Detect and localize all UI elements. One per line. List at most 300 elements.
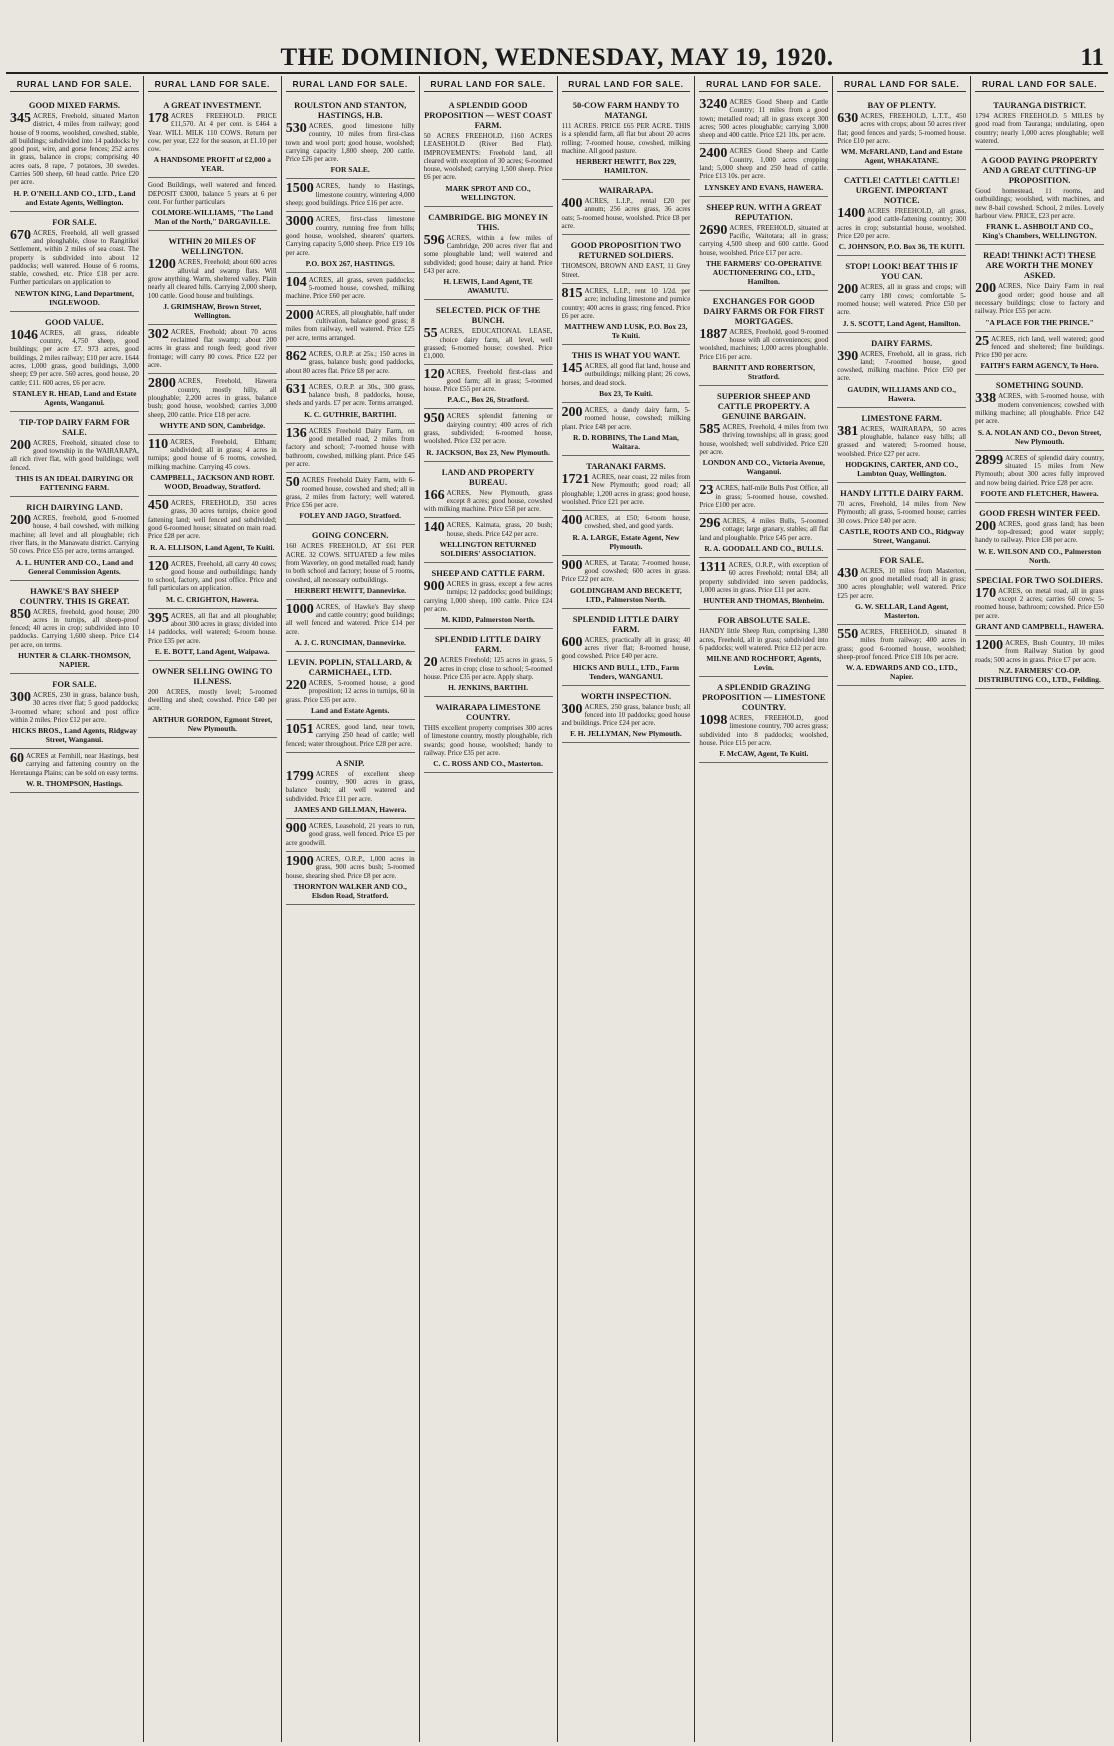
- ad-signature: M. KIDD, Palmerston North.: [441, 615, 535, 625]
- classified-ad: [424, 95, 553, 207]
- ad-text: ACRES, Freehold, all in grass, rich land; 7-roomed house, good cowshed, milking machine. Price £50 per acre.: [837, 349, 967, 383]
- ad-acreage: 900: [561, 557, 583, 573]
- ad-signature: NEWTON KING, Land Department, INGLEWOOD.: [14, 288, 135, 307]
- ad-body: [562, 406, 691, 431]
- ad-heading: GOOD VALUE.: [45, 316, 104, 327]
- ad-acreage: 2899: [975, 452, 1004, 468]
- ad-acreage: 2000: [285, 307, 314, 323]
- classified-ad: [148, 496, 277, 556]
- classified-ad: [975, 570, 1104, 636]
- ad-acreage: 200: [975, 281, 997, 297]
- ad-acreage: 585: [699, 422, 721, 438]
- ad-signature: P.A.C., Box 26, Stratford.: [447, 395, 529, 405]
- ad-body: [562, 514, 691, 531]
- ad-signature: Box 23, Te Kuiti.: [599, 389, 653, 399]
- ad-acreage: 338: [975, 391, 997, 407]
- ad-body: [699, 147, 828, 180]
- column-heading: RURAL LAND FOR SALE.: [424, 76, 553, 92]
- ad-signature: LONDON AND CO., Victoria Avenue, Wanganui.: [702, 458, 825, 477]
- ad-text: ACRES, freehold, good 6-roomed house, 4 bail cowshed, with milking machine; all level and all ploughable; rich river flats, in the Manawatu district. Carrying 50 cows. Price £55 per acre, terms arranged.: [10, 514, 139, 556]
- column-heading: RURAL LAND FOR SALE.: [975, 76, 1104, 92]
- page-number: 11: [1080, 44, 1104, 71]
- classified-ad: [10, 312, 139, 412]
- ad-text: ACRES, all grass, rideable country, 4,750 sheep, good buildings; per acre £7. 973 acres, good buildings, 2 miles railway; £10 per acre. 1644 acres, 1,000 grass, good buildings, 3,000 sheep; £9 per acre. 560 acres, good house, 20 cattle; £11. 600 acres, £6 per acre.: [10, 328, 139, 387]
- ad-heading: HANDY LITTLE DAIRY FARM.: [840, 487, 964, 498]
- classified-ad: [286, 652, 415, 720]
- ad-text: THOMSON, BROWN AND EAST, 11 Grey Street.: [561, 262, 691, 279]
- ad-acreage: 1500: [285, 181, 314, 197]
- ad-heading: READ! THINK! ACT! THESE ARE WORTH THE MONEY ASKED.: [983, 250, 1096, 281]
- ad-acreage: 1721: [561, 471, 590, 487]
- ad-acreage: 2690: [699, 222, 728, 238]
- classified-ad: [148, 435, 277, 496]
- classified-ad: [699, 144, 828, 196]
- classified-ad: [975, 95, 1104, 150]
- ad-body: [424, 368, 553, 393]
- ad-acreage: 1051: [285, 721, 314, 737]
- ad-acreage: 145: [561, 361, 583, 377]
- ad-text: ACRES, near coast, 22 miles from New Plymouth; good road; all ploughable; 1,200 acres in grass; good house, woolshed. Price £21 per acre.: [561, 472, 691, 506]
- ad-text: ACRES, good land, near town, carrying 250 head of cattle; well fenced; water throughout. Price £28 per acre.: [285, 722, 415, 748]
- classified-ad: [424, 563, 553, 629]
- ad-body: [837, 207, 966, 240]
- ad-body: [699, 98, 828, 139]
- ad-signature: MARK SPROT AND CO., WELLINGTON.: [445, 183, 531, 202]
- ad-heading: BAY OF PLENTY.: [867, 100, 936, 110]
- ad-body: [562, 362, 691, 387]
- ad-acreage: 862: [285, 348, 307, 364]
- ad-signature: R. JACKSON, Box 23, New Plymouth.: [426, 447, 550, 457]
- ad-body: [148, 328, 277, 369]
- ad-signature: BARNITT AND ROBERTSON, Stratford.: [712, 363, 815, 382]
- classified-ad: [286, 380, 415, 424]
- ad-text: ACRES, all grass, seven paddocks; 5-roomed house, cowshed, milking machine. Price £60 per acre.: [285, 275, 415, 301]
- ad-text: ACRES, rich land, well watered; good fenced and sheltered; fine buildings. Price £90 per acre.: [975, 334, 1104, 360]
- ad-acreage: 220: [285, 678, 307, 694]
- ad-text: ACRES, good grass land; has been top-dressed; good water supply; handy to railway. Price £38 per acre.: [975, 519, 1104, 545]
- ad-text: ACRES, L.I.P., rent 10 1/2d. per acre; including limestone and pumice country; 400 acres in grass; ring fenced. Price £6 per acre.: [561, 286, 691, 320]
- ad-signature: A HANDSOME PROFIT of £2,000 a YEAR.: [153, 155, 271, 174]
- ad-text: ACRES, Freehold; about 70 acres reclaimed flat swamp; about 200 acres in grass and rough feed; good river frontage; will carry 80 cows. Price £22 per acre.: [147, 327, 277, 370]
- ad-heading: LAND AND PROPERTY BUREAU.: [441, 466, 535, 487]
- ad-body: [837, 283, 966, 316]
- ad-heading: OWNER SELLING OWING TO ILLNESS.: [152, 665, 273, 686]
- column-heading: RURAL LAND FOR SALE.: [286, 76, 415, 92]
- ad-body: [975, 187, 1104, 220]
- classified-ad: [424, 300, 553, 365]
- ad-acreage: 1799: [285, 768, 314, 784]
- classified-ad: [424, 697, 553, 773]
- ad-signature: J. S. SCOTT, Land Agent, Hamilton.: [842, 318, 961, 328]
- column-2: [143, 76, 281, 1742]
- ad-text: ACRES, 250 grass, balance bush; all fenced into 10 paddocks; good house and buildings. Price £24 per acre.: [561, 702, 691, 728]
- ad-heading: STOP! LOOK! BEAT THIS IF YOU CAN.: [845, 261, 959, 282]
- ad-acreage: 1046: [10, 327, 38, 343]
- classified-ad: [699, 291, 828, 386]
- ad-text: HANDY little Sheep Run, comprising 1,380 acres, Freehold, all in grass; subdivided into 6 paddocks; well watered. Price £12 per acre.: [699, 627, 829, 652]
- classified-ad: [837, 625, 966, 686]
- ad-body: [286, 603, 415, 636]
- ad-acreage: 110: [147, 436, 169, 452]
- ad-text: ACRES, New Plymouth, grass except 8 acres; good house, cowshed with milking machine. Price £58 per acre.: [423, 488, 553, 514]
- ad-acreage: 1887: [699, 326, 728, 342]
- ad-text: ACRES, practically all in grass; 40 acres river flat; 8-roomed house, good cowshed. Price £40 per acre.: [561, 635, 691, 661]
- ad-acreage: 430: [837, 565, 859, 581]
- ad-acreage: 530: [285, 121, 307, 136]
- ad-body: [10, 514, 139, 555]
- classified-ad: [975, 451, 1104, 503]
- ad-text: ACRES, Freehold, situated Marton district, 4 miles from railway; good house of 9 rooms, woolshed, cowshed, stable, all buildings; subdivided into 14 paddocks by good post, wire, and gorse fences; 252 acres in grass, balance in crops; comprising 40 acres oats, 8 rape, 7 potatoes, 30 swedes. Carries 500 sheep, 60 head cattle. Price £20 per acre.: [10, 112, 139, 187]
- ad-signature: GRANT AND CAMPBELL, HAWERA.: [975, 621, 1104, 631]
- ad-heading: TIP-TOP DAIRY FARM FOR SALE.: [19, 416, 130, 437]
- ad-body: [562, 122, 691, 155]
- ad-signature: THORNTON WALKER AND CO., Elsdon Road, Stratford.: [293, 881, 407, 900]
- ad-text: ACRES, O.R.P., 1,000 acres in grass, 900 acres bush; 5-roomed house, shearing shed. Price £8 per acre.: [285, 854, 415, 880]
- ad-heading: WAIRARAPA LIMESTONE COUNTRY.: [435, 702, 541, 723]
- classified-ad: [562, 456, 691, 511]
- ad-body: [562, 559, 691, 584]
- ad-signature: HICKS BROS., Land Agents, Ridgway Street, Wanganui.: [12, 726, 137, 745]
- ad-body: [699, 423, 828, 456]
- column-heading: RURAL LAND FOR SALE.: [10, 76, 139, 92]
- ad-heading: WITHIN 20 MILES OF WELLINGTON.: [168, 236, 257, 257]
- column-8: [970, 76, 1108, 1742]
- ad-text: Good homestead, 11 rooms, and outbuildings; woolshed, with machines, and new 8-bail cowshed. School, 2 miles. Lovely harbour view. PRICE, £23 per acre.: [975, 187, 1104, 221]
- ad-acreage: 1098: [699, 713, 728, 729]
- ad-body: [975, 335, 1104, 360]
- ad-heading: HAWKE'S BAY SHEEP COUNTRY. THIS IS GREAT.: [19, 585, 130, 606]
- ad-acreage: 170: [975, 585, 997, 601]
- ad-acreage: 140: [423, 520, 445, 536]
- ad-heading: WORTH INSPECTION.: [580, 690, 672, 701]
- ad-text: ACRES, good limestone hilly country, 10 miles from first-class town and wool port; good house, woolshed; carrying capacity 1,800 sheep, 200 cattle. Price £26 per acre.: [285, 122, 415, 164]
- ad-body: [148, 258, 277, 299]
- ad-text: ACRES, FREEHOLD, situated 8 miles from railway; 400 acres in grass; good 6-roomed house, woolshed; sheep-proof fenced. Price £18 10s per acre.: [837, 628, 967, 661]
- ad-text: ACRES, half-mile Bulls Post Office, all in grass; 5-roomed house, cowshed. Price £100 per acre.: [699, 484, 829, 509]
- classified-ad: [10, 95, 139, 212]
- ad-signature: MILNE AND ROCHFORT, Agents, Levin.: [706, 654, 822, 673]
- ad-text: ACRES, of Hawke's Bay sheep and cattle country; good buildings; all well fenced and watered. Price £14 per acre.: [285, 602, 415, 636]
- ad-signature: A. L. HUNTER AND CO., Land and General Commission Agents.: [15, 557, 134, 576]
- ad-text: ACRES, with 5-roomed house, with modern conveniences; cowshed with milking machine; all ploughable. Price £42 per acre.: [975, 392, 1104, 426]
- ad-text: ACRES, Kaimata, grass, 20 bush; house, sheds. Price £42 per acre.: [446, 521, 553, 538]
- ad-acreage: 136: [285, 425, 307, 441]
- ad-signature: HERBERT HEWITT, Box 229, HAMILTON.: [575, 157, 676, 176]
- classified-ad: [699, 677, 828, 763]
- classified-ad: [837, 333, 966, 408]
- ad-acreage: 550: [837, 627, 859, 643]
- ad-acreage: 850: [10, 606, 31, 622]
- ad-acreage: 631: [285, 381, 307, 397]
- masthead: [0, 0, 1114, 74]
- ad-heading: SPLENDID LITTLE DAIRY FARM.: [434, 634, 542, 655]
- ad-body: [286, 476, 415, 509]
- ad-signature: FOLEY AND JAGO, Stratford.: [299, 511, 401, 521]
- ad-signature: HICKS AND BULL, LTD., Farm Tenders, WANGANUI.: [572, 662, 680, 681]
- classified-ad: [562, 345, 691, 403]
- ad-heading: TAURANGA DISTRICT.: [993, 100, 1086, 110]
- classified-ad: [837, 170, 966, 256]
- ad-signature: THIS IS AN IDEAL DAIRYING OR FATTENING FARM.: [15, 474, 134, 493]
- ad-body: [837, 112, 966, 145]
- ad-body: [148, 112, 277, 153]
- ad-heading: A GOOD PAYING PROPERTY AND A GREAT CUTTING-UP PROPOSITION.: [981, 155, 1098, 186]
- ad-body: [10, 112, 139, 187]
- ad-acreage: 381: [837, 423, 859, 439]
- classified-ad: [424, 365, 553, 409]
- ad-signature: Land and Estate Agents.: [311, 705, 390, 715]
- ad-signature: FAITH'S FARM AGENCY, Te Horo.: [980, 361, 1099, 371]
- ad-text: THIS excellent property comprises 300 acres of limestone country, mostly ploughable, rich swards; good house, woolshed; handy to railway. Price £35 per acre.: [423, 724, 553, 757]
- ad-heading: RICH DAIRYING LAND.: [26, 502, 123, 513]
- ad-text: ACRES, Freehold, 4 miles from two thriving townships; all in grass; good house, woolshed; well subdivided. Price £20 per acre.: [699, 423, 829, 456]
- classified-ad: [10, 497, 139, 580]
- ad-body: [286, 723, 415, 748]
- ad-text: 200 ACRES, mostly level; 5-roomed dwelling and shed; cowshed. Price £40 per acre.: [147, 687, 277, 713]
- ad-text: Good Buildings, well watered and fenced. DEPOSIT £3000, balance 5 years at 6 per cent. For further particulars: [147, 181, 277, 207]
- ad-signature: GAUDIN, WILLIAMS AND CO., Hawera.: [847, 384, 956, 403]
- ad-body: [562, 287, 691, 320]
- ad-signature: GOLDINGHAM AND BECKETT, LTD., Palmerston North.: [570, 585, 682, 604]
- ad-acreage: 900: [423, 579, 445, 595]
- ad-acreage: 120: [423, 367, 445, 383]
- ad-body: [975, 520, 1104, 545]
- ad-text: ACRES of excellent sheep country, 900 acres in grass, balance bush; all well watered and subdivided. Price £11 per acre.: [285, 769, 415, 803]
- ad-acreage: 50: [285, 475, 300, 491]
- ad-acreage: 200: [10, 513, 31, 529]
- ad-body: [699, 328, 828, 361]
- ad-text: ACRES, a dandy dairy farm, 5-roomed house, cowshed; milking plant. Price £48 per acre.: [561, 406, 691, 431]
- ad-acreage: 200: [975, 518, 997, 534]
- ad-text: ACRES, Leasehold, 21 years to run, good grass, well fenced. Price £5 per acre goodwill.: [285, 822, 415, 847]
- ad-heading: GOOD MIXED FARMS.: [28, 100, 121, 110]
- column-3: [281, 76, 419, 1742]
- ad-heading: GOOD PROPOSITION TWO RETURNED SOLDIERS.: [570, 240, 682, 261]
- ad-heading: TARANAKI FARMS.: [586, 460, 666, 471]
- classified-ad: [148, 374, 277, 434]
- ad-body: [286, 122, 415, 163]
- ad-body: [562, 703, 691, 728]
- ad-signature: P.O. BOX 267, HASTINGS.: [305, 258, 395, 268]
- ad-text: ACRES of splendid dairy country, situated 15 miles from New Plymouth; about 300 acres fully improved and now being dairied. Price £28 per acre.: [975, 453, 1104, 487]
- ad-signature: A. J. C. RUNCIMAN, Dannevirke.: [294, 638, 406, 648]
- classified-ad: [699, 197, 828, 291]
- classified-ad: [148, 557, 277, 609]
- classified-ad: [148, 609, 277, 661]
- ad-text: ACRES, 4 miles Bulls, 5-roomed cottage; large granary, stables; all flat land and ploughable. Price £45 per acre.: [699, 517, 829, 542]
- ad-body: [424, 489, 553, 514]
- ad-text: ACRES, 10 miles from Masterton, on good metalled road; all in grass; 300 acres ploughable; well watered. Price £25 per acre.: [837, 566, 967, 600]
- classified-ad: [424, 629, 553, 697]
- ad-text: ACRES, all flat and all ploughable; about 300 acres in grass; divided into 14 paddocks, well watered; 6-room house. Price £35 per acre.: [147, 611, 277, 645]
- ad-signature: J. GRIMSHAW, Brown Street, Wellington.: [163, 301, 262, 320]
- ad-body: [837, 567, 966, 600]
- ad-acreage: 296: [699, 516, 721, 532]
- ad-acreage: 300: [10, 689, 31, 705]
- ad-text: ACRES, EDUCATIONAL LEASE, choice dairy farm, all level, well grassed; 6-roomed house; cowshed. Price £1,000.: [423, 327, 553, 361]
- ad-text: ACRES, all ploughable, half under cultivation, balance good grass; 8 miles from railway, well watered. Price £25 per acre, terms arranged.: [285, 308, 415, 342]
- ad-acreage: 1311: [699, 560, 727, 576]
- ad-acreage: 2800: [147, 376, 176, 392]
- ad-body: [975, 282, 1104, 315]
- ad-text: ACRES, FREEHOLD, situated at Pacific, Waitotara; all in grass; carrying 4,500 sheep and 600 cattle. Good house, woolshed. Price £17 per acre.: [699, 223, 829, 257]
- ad-body: [286, 427, 415, 468]
- ad-body: [286, 182, 415, 207]
- ad-body: [10, 439, 139, 472]
- ad-body: [286, 383, 415, 408]
- classified-ad: [10, 212, 139, 312]
- ad-acreage: 950: [423, 411, 445, 427]
- ad-body: [424, 580, 553, 613]
- ad-heading: LEVIN. POPLIN, STALLARD, & CARMICHAEL, LTD.: [287, 657, 413, 678]
- classified-ad: [562, 609, 691, 686]
- ad-body: [424, 656, 553, 681]
- ad-signature: CASTLE, ROOTS AND CO., Ridgway Street, Wanganui.: [839, 526, 965, 545]
- classified-ad: [148, 325, 277, 374]
- ad-text: ACRES, Freehold, good 9-roomed house with all conveniences; good woolshed, machines; 1,000 acres ploughable. Price £16 per acre.: [699, 327, 829, 361]
- ad-signature: COLMORE-WILLIAMS, "The Land Man of the North," DARGAVILLE.: [151, 208, 274, 227]
- classified-ad: [975, 375, 1104, 450]
- ad-heading: SUPERIOR SHEEP AND CATTLE PROPERTY. A GENUINE BARGAIN.: [717, 391, 811, 422]
- ad-text: ACRES, all in grass and crops; will carry 180 cows; comfortable 5-roomed house; well watered. Price £50 per acre.: [837, 283, 967, 317]
- ad-acreage: 815: [561, 285, 583, 301]
- ad-body: [10, 691, 139, 724]
- ad-signature: CAMPBELL, JACKSON AND ROBT. WOOD, Broadway, Stratford.: [150, 473, 275, 492]
- ad-acreage: 1000: [285, 601, 314, 617]
- ad-body: [10, 229, 139, 287]
- ad-acreage: 3000: [285, 214, 314, 230]
- classified-ad: [286, 212, 415, 272]
- classified-ad: [562, 403, 691, 456]
- ad-body: [975, 112, 1104, 145]
- ad-body: [699, 627, 828, 652]
- ad-signature: "A PLACE FOR THE PRINCE.": [985, 317, 1094, 327]
- ad-acreage: 166: [423, 487, 445, 503]
- column-heading: RURAL LAND FOR SALE.: [699, 76, 828, 92]
- classified-ad: [562, 95, 691, 180]
- ad-heading: GOOD FRESH WINTER FEED.: [979, 507, 1100, 518]
- ad-body: [562, 473, 691, 506]
- ad-heading: SOMETHING SOUND.: [995, 380, 1084, 391]
- ad-signature: FOOTE AND FLETCHER, Hawera.: [980, 488, 1099, 498]
- ad-signature: H. LEWIS, Land Agent, TE AWAMUTU.: [443, 277, 533, 296]
- classified-ad: [699, 514, 828, 558]
- ad-text: 70 acres, Freehold, 14 miles from New Plymouth; all grass, 5-roomed house; carries 30 cows. Price £40 per acre.: [837, 499, 967, 525]
- column-6: [694, 76, 832, 1742]
- classified-ad: [699, 95, 828, 144]
- ad-signature: K. C. GUTHRIE, BARTIHI.: [304, 409, 397, 419]
- ad-signature: H. JENKINS, BARTIHI.: [448, 683, 529, 693]
- ad-body: [286, 215, 415, 256]
- classified-ad: [424, 462, 553, 519]
- ad-body: [148, 560, 277, 593]
- ad-body: [424, 234, 553, 275]
- ad-acreage: 20: [423, 655, 438, 671]
- ad-acreage: 395: [147, 610, 169, 626]
- ad-text: ACRES, WAIRARAPA, 50 acres ploughable, balance easy hills; all grassed and watered; 5-roomed house, woolshed. Price £27 per acre.: [837, 424, 967, 458]
- classified-ad: [286, 179, 415, 212]
- ad-body: [424, 521, 553, 538]
- ad-heading: SELECTED. PICK OF THE BUNCH.: [435, 305, 541, 326]
- classified-ad: [562, 686, 691, 744]
- ad-text: ACRES, 5-roomed house, a good proposition; 12 acres in turnips, 60 in grass. Price £35 per acre.: [285, 679, 415, 704]
- ad-text: ACRES, within a few miles of Cambridge, 200 acres river flat and some ploughable land; well watered and subdivided; good house; dairy at hand. Price £43 per acre.: [423, 233, 553, 275]
- ad-signature: H. P. O'NEILL AND CO., LTD., Land and Estate Agents, Wellington.: [13, 188, 136, 207]
- classified-ad: [837, 550, 966, 625]
- ad-signature: THE FARMERS' CO-OPERATIVE AUCTIONEERING CO., LTD., Hamilton.: [705, 258, 822, 286]
- ad-body: [424, 412, 553, 445]
- columns-container: [6, 76, 1108, 1742]
- ad-acreage: 596: [423, 232, 445, 248]
- ad-text: ACRES, Freehold first-class and good farm; all in grass; 5-roomed house. Price £55 per acre.: [423, 368, 553, 394]
- classified-ad: [10, 674, 139, 749]
- ad-body: [562, 197, 691, 230]
- ad-heading: SPECIAL FOR TWO SOLDIERS.: [976, 574, 1103, 585]
- ad-heading: GOING CONCERN.: [311, 530, 389, 541]
- ad-signature: F. McCAW, Agent, Te Kuiti.: [719, 749, 809, 759]
- ad-signature: W. A. EDWARDS AND CO., LTD., Napier.: [845, 663, 958, 682]
- ad-body: [699, 224, 828, 257]
- ad-body: [975, 587, 1104, 620]
- ad-signature: LYNSKEY AND EVANS, HAWERA.: [704, 182, 824, 192]
- ad-body: [286, 770, 415, 803]
- classified-ad: [424, 207, 553, 300]
- ad-signature: G. W. SELLAR, Land Agent, Masterton.: [855, 602, 949, 621]
- classified-ad: [286, 347, 415, 380]
- classified-ad: [148, 661, 277, 738]
- ad-acreage: 60: [10, 751, 24, 767]
- ad-acreage: 178: [147, 111, 169, 126]
- ad-signature: C. JOHNSON, P.O. Box 36, TE KUITI.: [838, 242, 965, 252]
- ad-text: ACRES, on metal road, all in grass except 2 acres; carries 60 cows; 5-roomed house, bathroom; cowshed. Price £50 per acre.: [975, 586, 1104, 620]
- classified-ad: [975, 332, 1104, 376]
- ad-text: ACRES, first-class limestone country, running free from hills; good house, woolshed, shearers' quarters. Carrying capacity 5,000 sheep. Price £19 10s per acre.: [285, 215, 415, 257]
- column-heading: RURAL LAND FOR SALE.: [562, 76, 691, 92]
- classified-ad: [975, 245, 1104, 331]
- ad-text: ACRES FREEHOLD, all grass, good cattle-fattening country; 300 acres in crop; substantial house, woolshed. Price £20 per acre.: [837, 207, 967, 241]
- classified-ad: [562, 180, 691, 235]
- ad-heading: A SNIP.: [335, 757, 365, 768]
- ad-text: ACRES at Fernhill, near Hastings, best carrying and fattening country on the Heretaunga Plains; can be sold on easy terms.: [10, 752, 139, 777]
- ad-text: ACRES, handy to Hastings, limestone country, wintering 4,000 sheep; good buildings. Price £16 per acre.: [285, 182, 415, 208]
- ad-heading: LIMESTONE FARM.: [861, 412, 942, 423]
- ad-body: [148, 499, 277, 540]
- ad-body: [837, 425, 966, 458]
- ad-acreage: 345: [10, 111, 31, 126]
- ad-text: ACRES, Freehold, Hawera country, mostly hilly, all ploughable; 2,200 acres in grass, balance bush; good house, woolshed; carries 3,000 sheep, 200 cattle. Price £18 per acre.: [147, 377, 277, 419]
- classified-ad: [699, 610, 828, 677]
- ad-text: ACRES, O.R.P. at 30s., 300 grass, balance bush, 8 paddocks, house, sheds and yards. £7 per acre. Terms arranged.: [285, 382, 415, 408]
- ad-signature: FOR SALE.: [330, 165, 370, 175]
- ad-heading: DAIRY FARMS.: [871, 337, 933, 348]
- ad-body: [148, 612, 277, 645]
- classified-ad: [424, 409, 553, 461]
- classified-ad: [286, 600, 415, 652]
- ad-body: [424, 327, 553, 360]
- ad-signature: R. A. GOODALL AND CO., BULLS.: [704, 544, 824, 554]
- ad-text: 160 ACRES FREEHOLD, AT £61 PER ACRE. 32 COWS. SITUATED a few miles from Waverley, on good metalled road; handy to both school and factory; house of 5 rooms, cowshed, all necessary outbuildings.: [285, 542, 415, 584]
- classified-ad: [286, 525, 415, 599]
- ad-acreage: 390: [837, 348, 859, 364]
- ad-text: ACRES Good Sheep and Cattle Country, 1,000 acres cropping land; 5,000 sheep and 250 head of cattle. Price £13 10s. per acre.: [699, 147, 829, 181]
- ad-body: [975, 639, 1104, 664]
- classified-ad: [975, 636, 1104, 689]
- ad-text: ACRES, at £50; 6-room house, cowshed, shed, and good yards.: [584, 514, 691, 531]
- ad-body: [286, 276, 415, 301]
- ad-text: ACRES, Freehold, situated close to good township in the WAIRARAPA, all rich river flat, with good buildings; well fenced.: [10, 438, 139, 472]
- classified-ad: [837, 483, 966, 550]
- ad-heading: SHEEP RUN. WITH A GREAT REPUTATION.: [706, 201, 822, 222]
